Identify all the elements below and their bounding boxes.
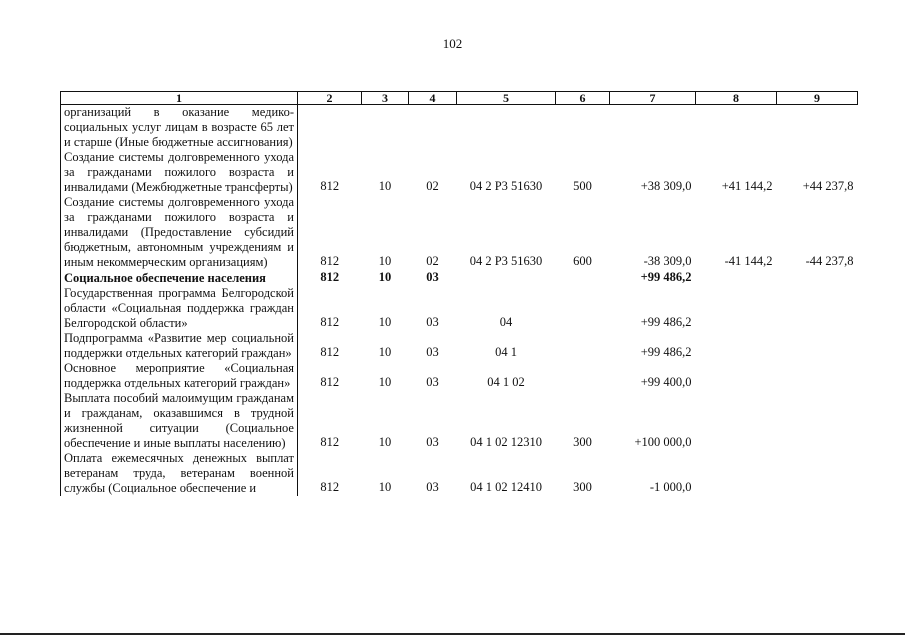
cell-target-article [457, 105, 556, 151]
cell-amount-col9 [777, 451, 858, 496]
cell-target-article [457, 270, 556, 286]
column-header-6: 6 [556, 92, 610, 105]
column-header-1: 1 [61, 92, 298, 105]
cell-expense-type [556, 270, 610, 286]
cell-expense-type [556, 361, 610, 391]
cell-expense-type [556, 105, 610, 151]
cell-section: 10 [378, 375, 392, 389]
cell-section: 10 [378, 315, 392, 329]
cell-section: 10 [378, 254, 392, 268]
column-header-7: 7 [610, 92, 696, 105]
cell-section [362, 105, 409, 151]
cell-expense-type: 300 [573, 480, 592, 494]
cell-section: 10 [378, 179, 392, 193]
cell-expense-type [556, 286, 610, 331]
cell-section: 10 [378, 345, 392, 359]
cell-amount-col9 [777, 270, 858, 286]
cell-amount-col7: +99 486,2 [640, 270, 692, 284]
table-row [61, 286, 858, 331]
cell-section: 10 [378, 480, 392, 494]
cell-subsection: 03 [426, 315, 439, 329]
cell-amount-col8 [696, 361, 777, 391]
cell-subsection: 03 [426, 270, 439, 284]
column-header-5: 5 [457, 92, 556, 105]
cell-subsection: 02 [426, 179, 439, 193]
cell-target-article: 04 2 Р3 51630 [469, 179, 543, 193]
cell-subsection [409, 105, 457, 151]
column-header-3: 3 [362, 92, 409, 105]
cell-expense-type [556, 331, 610, 361]
cell-amount-col8 [696, 331, 777, 361]
table-row [61, 195, 858, 270]
column-header-4: 4 [409, 92, 457, 105]
table-row [61, 361, 858, 391]
cell-ministry: 812 [320, 315, 340, 329]
table-row [61, 331, 858, 361]
cell-ministry: 812 [320, 435, 340, 449]
cell-amount-col7: -1 000,0 [649, 480, 692, 494]
cell-amount-col8 [696, 286, 777, 331]
cell-target-article: 04 2 Р3 51630 [469, 254, 543, 268]
cell-section: 10 [378, 435, 392, 449]
cell-amount-col8 [696, 391, 777, 451]
cell-amount-col7: +99 486,2 [640, 345, 692, 359]
cell-ministry: 812 [320, 480, 340, 494]
cell-expense-type: 500 [573, 179, 592, 193]
row-name: Создание системы долговременного ухода за гражданами пожилого возраста и инвалидами (Предоставление субсидий бюджетным, автономным учреждениям и иным некоммерческим организациям) [61, 195, 298, 270]
cell-subsection: 03 [426, 345, 439, 359]
cell-amount-col9 [777, 331, 858, 361]
cell-ministry: 812 [320, 179, 340, 193]
column-header-9: 9 [777, 92, 858, 105]
cell-expense-type: 600 [573, 254, 592, 268]
table-row [61, 150, 858, 195]
cell-ministry [298, 105, 362, 151]
page-bottom-edge [0, 633, 905, 635]
cell-target-article: 04 1 02 12410 [470, 480, 542, 494]
cell-ministry: 812 [320, 375, 340, 389]
column-header-8: 8 [696, 92, 777, 105]
row-name: Социальное обеспечение населения [61, 270, 298, 286]
cell-amount-col8: -41 144,2 [724, 254, 773, 268]
cell-amount-col9 [777, 391, 858, 451]
cell-subsection: 02 [426, 254, 439, 268]
cell-ministry: 812 [320, 345, 340, 359]
cell-subsection: 03 [426, 435, 439, 449]
cell-amount-col9 [777, 105, 858, 151]
table-row [61, 451, 858, 496]
cell-amount-col9 [777, 361, 858, 391]
cell-amount-col8 [696, 270, 777, 286]
cell-ministry: 812 [320, 270, 340, 284]
cell-amount-col9 [777, 286, 858, 331]
cell-amount-col7: -38 309,0 [643, 254, 692, 268]
header-row [61, 92, 858, 105]
cell-amount-col7: +100 000,0 [634, 435, 692, 449]
cell-amount-col9: -44 237,8 [805, 254, 854, 268]
cell-target-article: 04 1 02 [487, 375, 525, 389]
table-row [61, 105, 858, 151]
cell-amount-col9: +44 237,8 [802, 179, 854, 193]
row-name: Подпрограмма «Развитие мер социальной поддержки отдельных категорий граждан» [61, 331, 298, 361]
cell-subsection: 03 [426, 480, 439, 494]
budget-table [60, 91, 858, 496]
cell-amount-col8 [696, 451, 777, 496]
table-row [61, 270, 858, 286]
row-name: Оплата ежемесячных денежных выплат ветеранам труда, ветеранам военной службы (Социальное обеспечение и [61, 451, 298, 496]
cell-ministry: 812 [320, 254, 340, 268]
cell-target-article: 04 [499, 315, 513, 329]
table-body [61, 105, 858, 497]
page-number: 102 [442, 36, 463, 51]
cell-expense-type: 300 [573, 435, 592, 449]
cell-subsection: 03 [426, 375, 439, 389]
row-name: Государственная программа Белгородской области «Социальная поддержка граждан Белгородской области» [61, 286, 298, 331]
cell-amount-col7 [610, 105, 696, 151]
cell-amount-col8 [696, 105, 777, 151]
cell-section: 10 [378, 270, 392, 284]
cell-amount-col7: +99 400,0 [640, 375, 692, 389]
row-name: Выплата пособий малоимущим гражданам и гражданам, оказавшимся в трудной жизненной ситуации (Социальное обеспечение и иные выплаты населению) [61, 391, 298, 451]
row-name: организаций в оказание медико-социальных услуг лицам в возрасте 65 лет и старше (Иные бюджетные ассигнования) [61, 105, 298, 151]
cell-target-article: 04 1 02 12310 [470, 435, 542, 449]
row-name: Основное мероприятие «Социальная поддержка отдельных категорий граждан» [61, 361, 298, 391]
column-header-2: 2 [298, 92, 362, 105]
cell-amount-col7: +38 309,0 [640, 179, 692, 193]
cell-amount-col8: +41 144,2 [721, 179, 773, 193]
cell-amount-col7: +99 486,2 [640, 315, 692, 329]
cell-target-article: 04 1 [495, 345, 517, 359]
table-header [61, 92, 858, 105]
table-row [61, 391, 858, 451]
row-name: Создание системы долговременного ухода за гражданами пожилого возраста и инвалидами (Межбюджетные трансферты) [61, 150, 298, 195]
